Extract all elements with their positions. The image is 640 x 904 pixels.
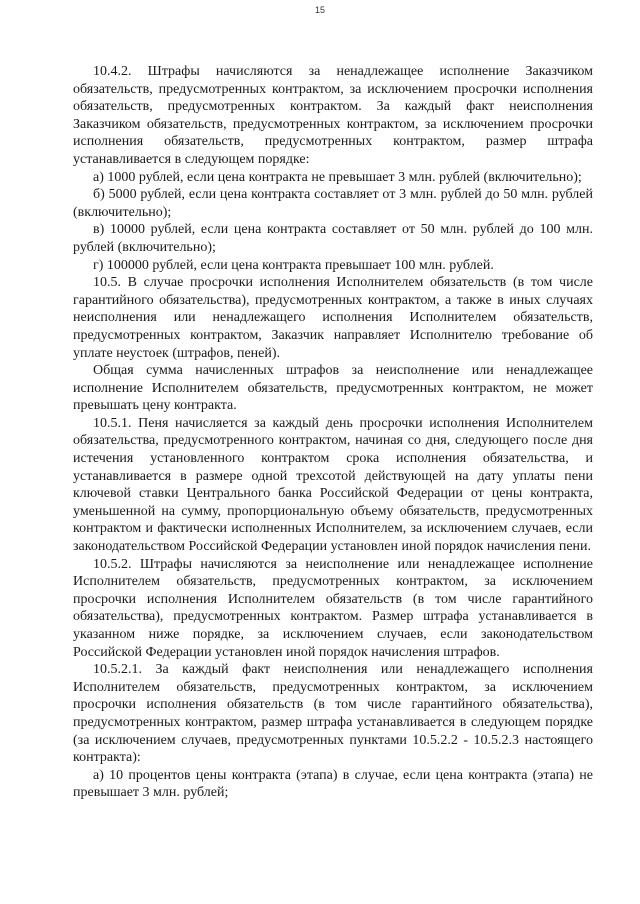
list-item-b: б) 5000 рублей, если цена контракта составляет от 3 млн. рублей до 50 млн. рублей (включительно);	[73, 187, 593, 220]
list-item-a: а) 1000 рублей, если цена контракта не превышает 3 млн. рублей (включительно);	[93, 169, 582, 185]
paragraph-10-5-1: 10.5.1. Пеня начисляется за каждый день просрочки исполнения Исполнителем обязательства, предусмотренного контрактом, начиная со дня, следующего после дня истечения установленного контрактом срока исполнения обязательства, и устанавливается в размере одной трехсотой действующей на дату уплаты пени ключевой ставки Центрального банка Российской Федерации от цены контракта, уменьшенной на сумму, пропорциональную объему обязательств, предусмотренных контрактом и фактически исполненных Исполнителем, за исключением случаев, если законодательством Российской Федерации установлен иной порядок начисления пени.	[73, 415, 593, 555]
paragraph-10-4-2: 10.4.2. Штрафы начисляются за ненадлежащее исполнение Заказчиком обязательств, предусмотренных контрактом, за исключением просрочки исполнения обязательств, предусмотренных контрактом. За каждый факт неисполнения Заказчиком обязательств, предусмотренных контрактом, за исключением просрочки исполнения обязательств, предусмотренных контрактом, размер штрафа устанавливается в следующем порядке:	[73, 64, 593, 167]
list-item-v: в) 10000 рублей, если цена контракта составляет от 50 млн. рублей до 100 млн. рублей (включительно);	[73, 222, 593, 255]
paragraph-10-5-2-1: 10.5.2.1. За каждый факт неисполнения или ненадлежащего исполнения Исполнителем обязательств, предусмотренных контрактом, за исключением просрочки исполнения обязательств (в том числе гарантийного обязательства), предусмотренных контрактом, размер штрафа устанавливается в следующем порядке (за исключением случаев, предусмотренных пунктами 10.5.2.2 - 10.5.2.3 настоящего контракта):	[73, 662, 593, 766]
paragraph-total-fines: Общая сумма начисленных штрафов за неисполнение или ненадлежащее исполнение Исполнителем обязательств, предусмотренных контрактом, не может превышать цену контракта.	[73, 363, 593, 414]
paragraph-10-5-2: 10.5.2. Штрафы начисляются за неисполнение или ненадлежащее исполнение Исполнителем обязательств, предусмотренных контрактом, за исключением просрочки исполнения Исполнителем обязательств (в том числе гарантийного обязательства), предусмотренных контрактом. Размер штрафа устанавливается в указанном ниже порядке, за исключением случаев, если законодательством Российской Федерации установлен иной порядок начисления штрафов.	[73, 556, 593, 660]
document-body	[73, 0, 593, 802]
paragraph-10-5: 10.5. В случае просрочки исполнения Исполнителем обязательств (в том числе гарантийного обязательства), предусмотренных контрактом, а также в иных случаях неисполнения или ненадлежащего исполнения Исполнителем обязательств, предусмотренных контрактом, Заказчик направляет Исполнителю требование об уплате неустоек (штрафов, пеней).	[73, 275, 593, 361]
list-item-a-10-percent: а) 10 процентов цены контракта (этапа) в случае, если цена контракта (этапа) не превышает 3 млн. рублей;	[73, 767, 593, 801]
list-item-g: г) 100000 рублей, если цена контракта превышает 100 млн. рублей.	[93, 257, 494, 273]
page-number: 15	[314, 5, 325, 15]
